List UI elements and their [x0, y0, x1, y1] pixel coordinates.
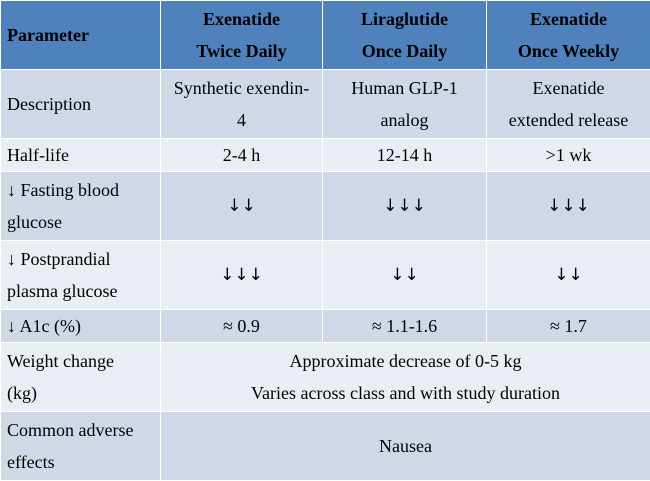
postprandial-col3: ↓↓ [487, 241, 650, 310]
a1c-label: ↓ A1c (%) [1, 310, 161, 343]
adverse-label-line2: effects [7, 446, 156, 478]
header-col3-line1: Exenatide [491, 3, 646, 35]
adverse-label [1, 412, 161, 481]
postprandial-label-line2: plasma glucose [7, 275, 156, 307]
header-exenatide-twice-daily [161, 1, 323, 70]
a1c-col3: ≈ 1.7 [487, 310, 650, 343]
fasting-col1: ↓↓ [161, 172, 323, 241]
row-weight-change [1, 343, 650, 412]
fasting-label-line2: glucose [7, 206, 156, 238]
fasting-label [1, 172, 161, 241]
header-exenatide-once-weekly [487, 1, 650, 70]
description-col1 [161, 70, 323, 139]
row-fasting-glucose [1, 172, 650, 241]
postprandial-label [1, 241, 161, 310]
header-col2-line1: Liraglutide [327, 3, 482, 35]
row-postprandial-glucose [1, 241, 650, 310]
weight-value [161, 343, 650, 412]
postprandial-label-line1: ↓ Postprandial [7, 243, 156, 275]
description-col2 [323, 70, 487, 139]
weight-value-line1: Approximate decrease of 0-5 kg [165, 345, 646, 377]
description-col2-line1: Human GLP-1 [327, 72, 482, 104]
half-life-col2: 12-14 h [323, 139, 487, 172]
a1c-col1: ≈ 0.9 [161, 310, 323, 343]
fasting-col2: ↓↓↓ [323, 172, 487, 241]
description-col3-line2: extended release [491, 104, 646, 136]
fasting-label-line1: ↓ Fasting blood [7, 174, 156, 206]
header-row [1, 1, 650, 70]
description-col1-line2: 4 [165, 104, 318, 136]
description-label: Description [1, 70, 161, 139]
header-col1-line2: Twice Daily [165, 35, 318, 67]
postprandial-col1: ↓↓↓ [161, 241, 323, 310]
header-col2-line2: Once Daily [327, 35, 482, 67]
postprandial-col2: ↓↓ [323, 241, 487, 310]
weight-value-line2: Varies across class and with study duration [165, 377, 646, 409]
weight-label-line2: (kg) [7, 377, 156, 409]
adverse-label-line1: Common adverse [7, 414, 156, 446]
row-description [1, 70, 650, 139]
a1c-col2: ≈ 1.1-1.6 [323, 310, 487, 343]
row-a1c [1, 310, 650, 343]
weight-label [1, 343, 161, 412]
header-liraglutide-once-daily [323, 1, 487, 70]
fasting-col3: ↓↓↓ [487, 172, 650, 241]
description-col3-line1: Exenatide [491, 72, 646, 104]
header-col3-line2: Once Weekly [491, 35, 646, 67]
weight-label-line1: Weight change [7, 345, 156, 377]
half-life-label: Half-life [1, 139, 161, 172]
header-col1-line1: Exenatide [165, 3, 318, 35]
row-adverse-effects [1, 412, 650, 481]
header-parameter: Parameter [1, 1, 161, 70]
description-col1-line1: Synthetic exendin- [165, 72, 318, 104]
half-life-col1: 2-4 h [161, 139, 323, 172]
adverse-value: Nausea [161, 412, 650, 481]
description-col3 [487, 70, 650, 139]
half-life-col3: >1 wk [487, 139, 650, 172]
description-col2-line2: analog [327, 104, 482, 136]
row-half-life [1, 139, 650, 172]
